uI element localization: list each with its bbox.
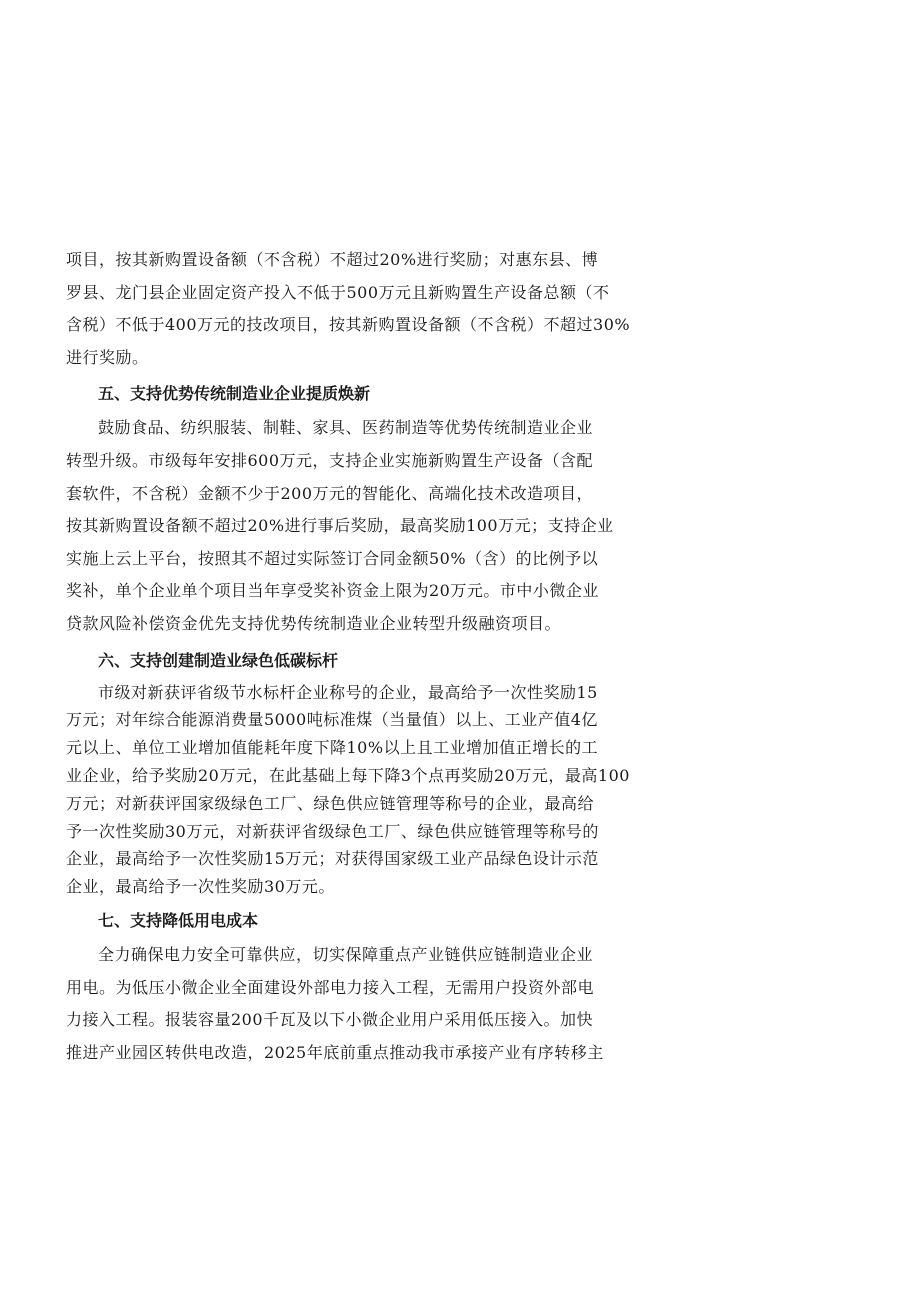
paragraph-traditional-manufacturing (66, 412, 646, 640)
text-line: 企业，最高给予一次性奖励30万元。 (66, 877, 335, 897)
text-line: 予一次性奖励30万元，对新获评省级绿色工厂、绿色供应链管理等称号的 (66, 821, 599, 841)
paragraph-green-benchmark (66, 679, 646, 901)
text-line: 含税）不低于400万元的技改项目，按其新购置设备额（不含税）不超过30% (66, 315, 631, 335)
text-line: 按其新购置设备额不超过20%进行事后奖励，最高奖励100万元；支持企业 (66, 516, 614, 536)
text-line: 万元；对年综合能源消费量5000吨标准煤（当量值）以上、工业产值4亿 (66, 710, 598, 730)
text-line: 项目，按其新购置设备额（不含税）不超过20%进行奖励；对惠东县、博 (66, 250, 599, 269)
text-line: 推进产业园区转供电改造，2025年底前重点推动我市承接产业有序转移主 (66, 1042, 604, 1062)
text-line: 全力确保电力安全可靠供应，切实保障重点产业链供应链制造业企业 (98, 944, 594, 964)
document-body (66, 244, 646, 1071)
section-heading-7: 七、支持降低用电成本 (98, 910, 259, 930)
text-line: 转型升级。市级每年安排600万元，支持企业实施新购置生产设备（含配 (66, 450, 594, 470)
text-line: 进行奖励。 (66, 347, 149, 367)
text-line: 贷款风险补偿资金优先支持优势传统制造业企业转型升级融资项目。 (66, 613, 562, 633)
paragraph-equipment-reward (66, 244, 646, 374)
text-line: 实施上云上平台，按照其不超过实际签订合同金额50%（含）的比例予以 (66, 548, 599, 568)
text-line: 企业，最高给予一次性奖励15万元；对获得国家级工业产品绿色设计示范 (66, 849, 599, 869)
text-line: 业企业，给予奖励20万元，在此基础上每下降3个点再奖励20万元，最高100 (66, 765, 630, 785)
section-heading-5: 五、支持优势传统制造业企业提质焕新 (98, 384, 371, 404)
text-line: 用电。为低压小微企业全面建设外部电力接入工程，无需用户投资外部电 (66, 977, 595, 997)
section-heading-6: 六、支持创建制造业绿色低碳标杆 (98, 650, 339, 670)
text-line: 力接入工程。报装容量200千瓦及以下小微企业用户采用低压接入。加快 (66, 1010, 594, 1030)
text-line: 元以上、单位工业增加值能耗年度下降10%以上且工业增加值正增长的工 (66, 738, 599, 758)
text-line: 罗县、龙门县企业固定资产投入不低于500万元且新购置生产设备总额（不 (66, 282, 610, 302)
text-line: 套软件，不含税）金额不少于200万元的智能化、高端化技术改造项目， (66, 483, 594, 503)
paragraph-electricity-cost (66, 939, 646, 1069)
text-line: 万元；对新获评国家级绿色工厂、绿色供应链管理等称号的企业，最高给 (66, 793, 595, 813)
text-line: 鼓励食品、纺织服装、制鞋、家具、医药制造等优势传统制造业企业 (98, 418, 594, 438)
text-line: 奖补，单个企业单个项目当年享受奖补资金上限为20万元。市中小微企业 (66, 581, 599, 601)
text-line: 市级对新获评省级节水标杆企业称号的企业，最高给予一次性奖励15 (98, 682, 598, 702)
